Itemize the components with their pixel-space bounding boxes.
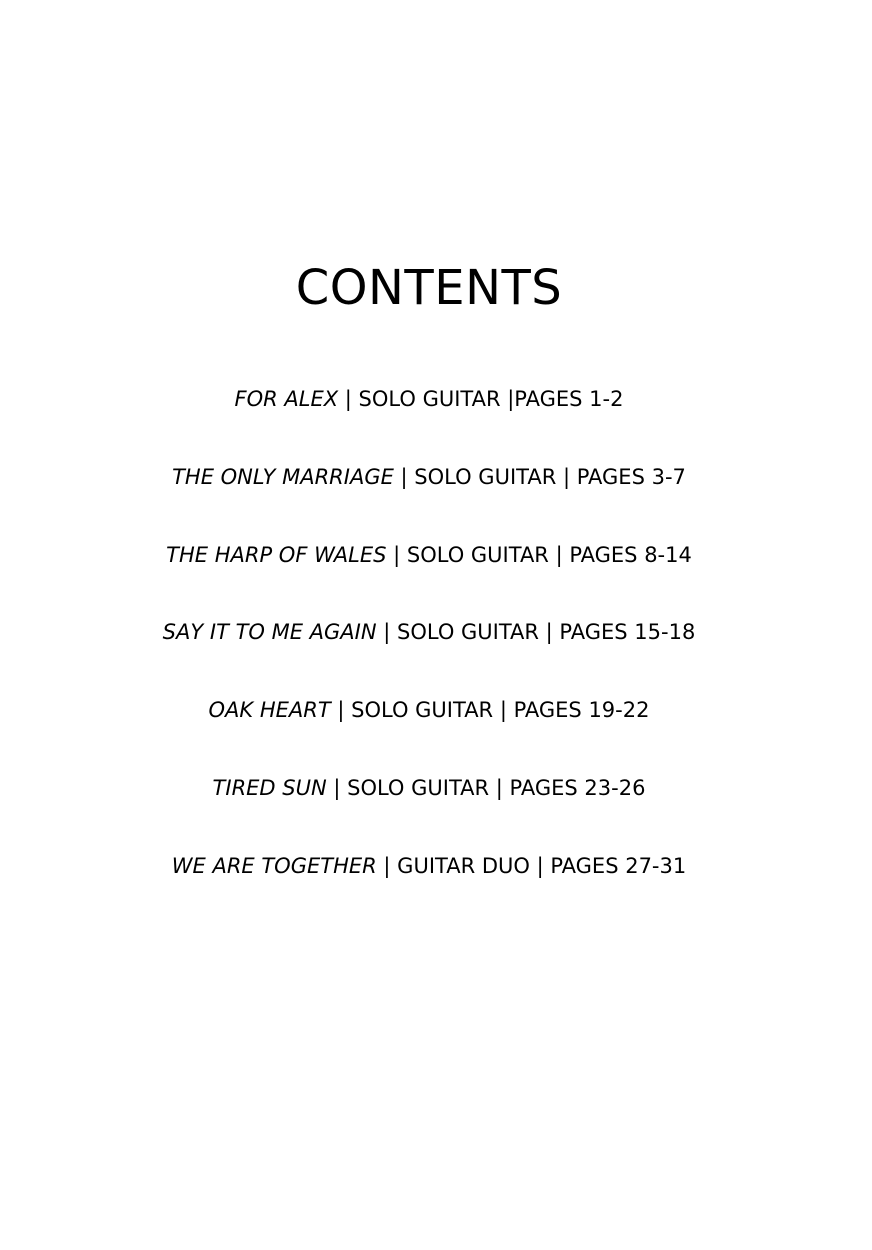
piece-title: SAY IT TO ME AGAIN: [162, 620, 377, 645]
contents-heading: CONTENTS: [295, 260, 563, 316]
piece-title: THE ONLY MARRIAGE: [172, 464, 394, 489]
toc-entry-we-are-together: [0, 850, 858, 928]
piece-details: | SOLO GUITAR | PAGES 8-14: [386, 542, 692, 567]
toc-entry-tired-sun: [0, 772, 858, 850]
toc-entry-the-only-marriage: [0, 461, 858, 539]
piece-details: | SOLO GUITAR | PAGES 15-18: [376, 620, 696, 645]
table-of-contents: [0, 383, 858, 928]
piece-title: TIRED SUN: [212, 775, 327, 800]
piece-title: OAK HEART: [208, 698, 331, 723]
piece-details: | SOLO GUITAR | PAGES 19-22: [330, 698, 650, 723]
piece-title: FOR ALEX: [234, 387, 339, 411]
piece-details: | SOLO GUITAR |PAGES 1-2: [338, 387, 624, 411]
piece-title: WE ARE TOGETHER: [171, 853, 377, 878]
toc-entry-the-harp-of-wales: [0, 539, 858, 617]
piece-title: THE HARP OF WALES: [166, 542, 387, 567]
toc-entry-oak-heart: [0, 694, 858, 772]
toc-entry-for-alex: [0, 383, 858, 461]
piece-details: | SOLO GUITAR | PAGES 3-7: [393, 464, 686, 489]
toc-entry-say-it-to-me-again: [0, 616, 858, 694]
piece-details: | GUITAR DUO | PAGES 27-31: [376, 853, 687, 878]
piece-details: | SOLO GUITAR | PAGES 23-26: [326, 775, 646, 800]
